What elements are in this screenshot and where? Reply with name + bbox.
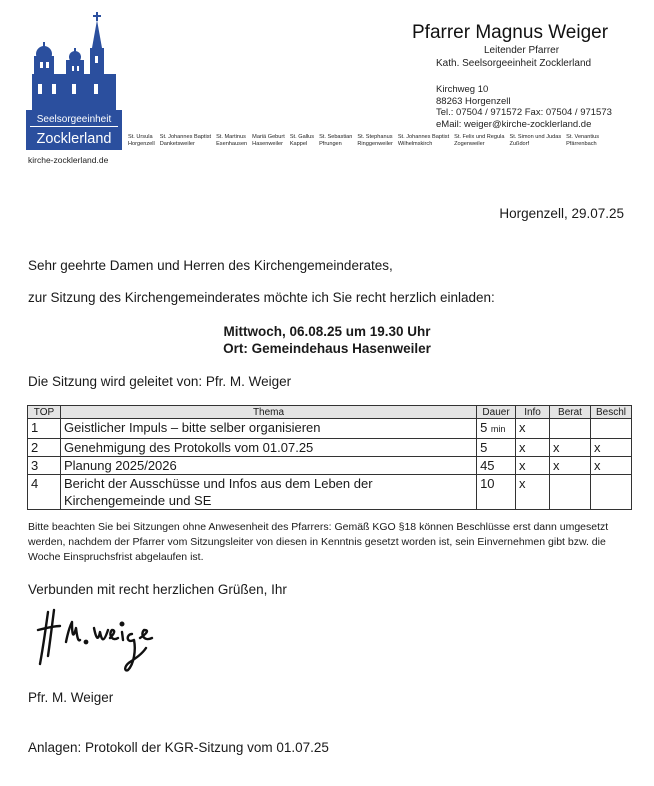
parish-item: St. Stephanus Ringgenweiler bbox=[357, 134, 393, 147]
row-top: 4 bbox=[28, 475, 61, 510]
salutation: Sehr geehrte Damen und Herren des Kirchengemeinderates, bbox=[28, 258, 393, 273]
table-row bbox=[28, 457, 632, 475]
meeting-chair: Die Sitzung wird geleitet von: Pfr. M. Weiger bbox=[28, 374, 292, 389]
header-dauer: Dauer bbox=[477, 406, 516, 419]
duration-unit: min bbox=[490, 424, 506, 434]
header-top: TOP bbox=[28, 406, 61, 419]
row-info: x bbox=[516, 475, 550, 510]
agenda-table bbox=[27, 405, 632, 510]
sender-address bbox=[436, 84, 612, 130]
row-beschl: x bbox=[590, 439, 631, 457]
table-row bbox=[28, 439, 632, 457]
row-info: x bbox=[516, 439, 550, 457]
row-top: 3 bbox=[28, 457, 61, 475]
row-dauer: 45 bbox=[477, 457, 516, 475]
invitation-text: zur Sitzung des Kirchengemeinderates möchte ich Sie recht herzlich einladen: bbox=[28, 290, 495, 305]
row-beschl bbox=[590, 475, 631, 510]
row-top: 1 bbox=[28, 419, 61, 439]
closing: Verbunden mit recht herzlichen Grüßen, Ihr bbox=[28, 582, 287, 597]
row-beschl: x bbox=[590, 457, 631, 475]
parish-list bbox=[128, 134, 604, 148]
parish-item: St. Ursula Horgenzell bbox=[128, 134, 155, 147]
header-berat: Berat bbox=[550, 406, 591, 419]
row-beschl bbox=[590, 419, 631, 439]
table-row bbox=[28, 419, 632, 439]
parish-item: St. Gallus Kappel bbox=[289, 134, 315, 147]
row-info: x bbox=[516, 457, 550, 475]
parish-item: St. Simon und Judas Zußdorf bbox=[509, 134, 562, 147]
parish-logo bbox=[26, 12, 122, 150]
meeting-datetime: Mittwoch, 06.08.25 um 19.30 Uhr bbox=[223, 324, 431, 339]
sender-name: Pfarrer Magnus Weiger bbox=[412, 22, 609, 43]
logo-line1: Seelsorgeeinheit bbox=[36, 114, 112, 125]
sender-email[interactable]: eMail: weiger@kirche-zocklerland.de bbox=[436, 118, 592, 130]
header-thema: Thema bbox=[60, 406, 476, 419]
row-top: 2 bbox=[28, 439, 61, 457]
parish-item: St. Johannes Baptist Wilhelmskirch bbox=[397, 134, 450, 147]
row-berat: x bbox=[550, 439, 591, 457]
header-beschl: Beschl bbox=[590, 406, 631, 419]
parish-item: St. Venantius Pfärrenbach bbox=[566, 134, 600, 147]
row-berat bbox=[550, 475, 591, 510]
header-info: Info bbox=[516, 406, 550, 419]
parish-item: Mariä Geburt Hasenweiler bbox=[252, 134, 285, 147]
row-info: x bbox=[516, 419, 550, 439]
signer-name: Pfr. M. Weiger bbox=[28, 690, 114, 705]
parish-item: St. Martinus Esenhausen bbox=[216, 134, 248, 147]
sender-street: Kirchweg 10 bbox=[436, 84, 489, 95]
logo-line2: Zocklerland bbox=[36, 131, 112, 147]
row-thema: Bericht der Ausschüsse und Infos aus dem Leben der Kirchengemeinde und SE bbox=[60, 475, 476, 510]
row-dauer: 5 min bbox=[477, 419, 516, 439]
sender-city: 88263 Horgenzell bbox=[436, 95, 511, 107]
row-dauer: 5 bbox=[477, 439, 516, 457]
agenda-header-row bbox=[28, 406, 632, 419]
website: kirche-zocklerland.de bbox=[28, 155, 109, 165]
parish-item: St. Sebastian Pfrungen bbox=[319, 134, 353, 147]
parish-item: St. Felix und Regula Zogenweiler bbox=[454, 134, 505, 147]
attachments: Anlagen: Protokoll der KGR-Sitzung vom 01.07.25 bbox=[28, 740, 329, 755]
row-dauer: 10 bbox=[477, 475, 516, 510]
sender-phone: Tel.: 07504 / 971572 Fax: 07504 / 971573 bbox=[436, 107, 612, 118]
signature bbox=[36, 604, 162, 674]
letter-date: Horgenzell, 29.07.25 bbox=[499, 206, 624, 221]
row-berat: x bbox=[550, 457, 591, 475]
parish-item: St. Johannes Baptist Danketsweiler bbox=[159, 134, 212, 147]
row-thema: Planung 2025/2026 bbox=[60, 457, 476, 475]
meeting-place: Ort: Gemeindehaus Hasenweiler bbox=[223, 341, 431, 356]
kgo-note: Bitte beachten Sie bei Sitzungen ohne Anwesenheit des Pfarrers: Gemäß KGO §18 können Beschlüsse erst dann umgesetzt werden, nachdem der Pfarrer vom Sitzungsleiter von diesen in Kenntnis gesetzt worden ist, sein Einvernehmen gibt bzw. die Woche Einspruchsfrist abgelaufen ist. bbox=[28, 521, 609, 563]
row-thema: Geistlicher Impuls – bitte selber organisieren bbox=[60, 419, 476, 439]
table-row bbox=[28, 475, 632, 510]
sender-role: Leitender Pfarrer bbox=[484, 45, 560, 56]
row-thema: Genehmigung des Protokolls vom 01.07.25 bbox=[60, 439, 476, 457]
sender-unit: Kath. Seelsorgeeinheit Zocklerland bbox=[436, 58, 592, 69]
row-berat bbox=[550, 419, 591, 439]
